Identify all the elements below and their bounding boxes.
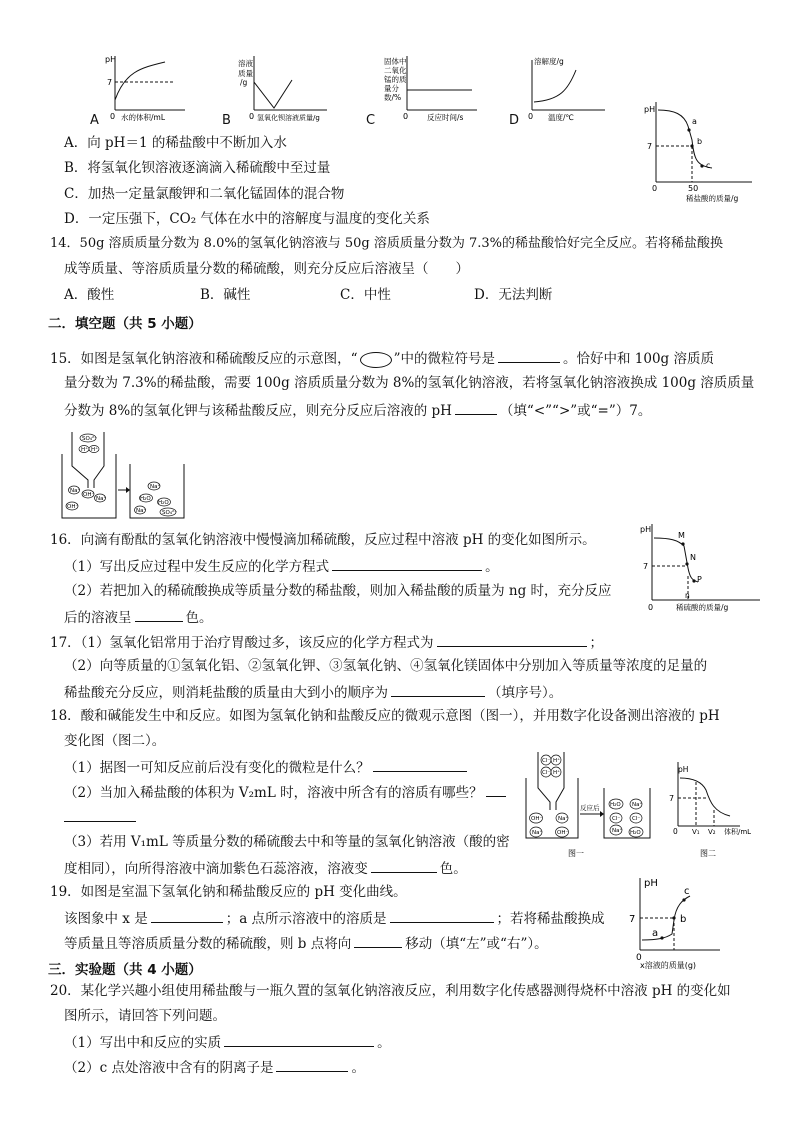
q18-blank-1[interactable] xyxy=(373,757,467,772)
svg-text:pH: pH xyxy=(640,525,652,534)
svg-text:pH: pH xyxy=(644,105,656,114)
q17-line2: （2）向等质量的①氢氧化铝、②氢氧化钾、③氢氧化钠、④氢氧化镁固体中分别加入等质量等浓度的足量的 xyxy=(64,658,708,674)
section-fill-blank: 二．填空题（共 5 小题） xyxy=(48,316,202,332)
q14-line2: 成等质量、等溶质质量分数的稀硫酸，则充分反应后溶液呈（ ） xyxy=(64,261,469,277)
svg-text:7: 7 xyxy=(629,914,636,925)
svg-text:pH: pH xyxy=(644,878,658,889)
svg-text:0: 0 xyxy=(652,184,658,193)
svg-text:SO₄²⁻: SO₄²⁻ xyxy=(162,510,178,516)
svg-text:7: 7 xyxy=(643,562,649,571)
q18-line3: （1）据图一可知反应前后没有变化的微粒是什么？ xyxy=(64,757,470,777)
svg-text:反应后: 反应后 xyxy=(580,804,600,812)
q16-blank-1[interactable] xyxy=(332,556,482,571)
q20-line1: 20．某化学兴趣小组使用稀盐酸与一瓶久置的氢氧化钠溶液反应，利用数字化传感器测得烧杯中溶液 pH 的变化如 xyxy=(50,983,731,999)
q18-line6: （3）若用 V₁mL 等质量分数的稀硫酸去中和等量的氢氧化钠溶液（酸的密 xyxy=(64,834,510,850)
q19-blank-3[interactable] xyxy=(354,933,402,948)
svg-text:Cl⁻: Cl⁻ xyxy=(542,770,551,776)
svg-text:0: 0 xyxy=(648,603,654,612)
svg-text:OH⁻: OH⁻ xyxy=(67,504,79,510)
svg-text:a: a xyxy=(692,117,697,126)
q13-option-a: A．向 pH＝1 的稀盐酸中不断加入水 xyxy=(64,135,287,151)
svg-text:H⁺: H⁺ xyxy=(553,758,561,764)
q19-ph-graph xyxy=(624,872,734,970)
q15-reaction-figure xyxy=(58,428,188,520)
svg-text:锰的质: 锰的质 xyxy=(384,75,407,84)
svg-text:图一: 图一 xyxy=(568,849,584,858)
graph-a xyxy=(85,52,200,127)
svg-text:OH⁻: OH⁻ xyxy=(83,492,95,498)
svg-text:稀硫酸的质量/g: 稀硫酸的质量/g xyxy=(676,603,729,612)
svg-text:N: N xyxy=(690,553,696,562)
q13-side-graph xyxy=(640,96,760,204)
svg-text:0: 0 xyxy=(110,112,116,121)
svg-text:OH⁻: OH⁻ xyxy=(531,816,543,822)
svg-text:pH: pH xyxy=(678,765,689,774)
graph-label-a: A xyxy=(90,113,99,128)
q16-line2: （1）写出反应过程中发生反应的化学方程式 。 xyxy=(64,556,499,576)
q15-line1: 15．如图是氢氧化钠溶液和稀硫酸反应的示意图，“ ”中的微粒符号是 。恰好中和 100g 溶质质 xyxy=(50,348,714,368)
q20-line2: 图所示，请回答下列问题。 xyxy=(64,1008,226,1024)
section-experiment: 三．实验题（共 4 小题） xyxy=(48,962,202,978)
q19-blank-2[interactable] xyxy=(390,908,494,923)
svg-text:H₂O: H₂O xyxy=(630,830,641,836)
svg-text:0: 0 xyxy=(249,112,255,121)
oval-icon xyxy=(360,352,392,368)
q18-blank-2-cont[interactable] xyxy=(64,808,136,822)
svg-text:c: c xyxy=(706,161,711,170)
svg-text:0: 0 xyxy=(636,953,642,963)
svg-text:Na⁺: Na⁺ xyxy=(558,816,569,822)
svg-text:二氧化: 二氧化 xyxy=(384,66,407,75)
q14-option-c: C．中性 xyxy=(340,287,391,303)
svg-text:SO₄²⁻: SO₄²⁻ xyxy=(82,436,98,442)
svg-text:量分: 量分 xyxy=(384,84,399,93)
q20-blank-1[interactable] xyxy=(224,1032,374,1047)
q15-blank-1[interactable] xyxy=(498,348,560,363)
svg-text:b: b xyxy=(680,914,687,925)
svg-text:H₂O: H₂O xyxy=(610,802,621,808)
svg-text:Cl⁻: Cl⁻ xyxy=(542,758,551,764)
graph-label-c: C xyxy=(366,113,376,128)
q20-blank-2[interactable] xyxy=(276,1057,348,1072)
svg-text:H⁺: H⁺ xyxy=(81,447,89,453)
q16-blank-2[interactable] xyxy=(135,607,183,622)
svg-text:Na⁺: Na⁺ xyxy=(70,488,81,494)
svg-text:/g: /g xyxy=(240,78,248,87)
q16-line4: 后的溶液呈 色。 xyxy=(64,607,213,627)
q19-line2: 该图象中 x 是 ；a 点所示溶液中的溶质是 ；若将稀盐酸换成 xyxy=(64,908,605,928)
q18-blank-2[interactable] xyxy=(486,782,506,797)
svg-text:0: 0 xyxy=(403,112,409,121)
graph-b-xlabel: 氢氧化钡溶液质量/g xyxy=(257,114,320,122)
svg-text:c: c xyxy=(684,886,690,897)
svg-text:x溶液的质量(g): x溶液的质量(g) xyxy=(640,961,697,970)
graph-a-ylabel: pH xyxy=(105,55,117,64)
q15-blank-2[interactable] xyxy=(455,400,497,415)
q17-line1: 17．（1）氢氧化铝常用于治疗胃酸过多，该反应的化学方程式为 ； xyxy=(50,632,603,652)
graph-a-xlabel: 水的体积/mL xyxy=(121,113,166,122)
q18-line1: 18．酸和碱能发生中和反应。如图为氢氧化钠和盐酸反应的微观示意图（图一），并用数字化设备测出溶液的 pH xyxy=(50,708,720,724)
q16-line3: （2）若把加入的稀硫酸换成等质量分数的稀盐酸，则加入稀盐酸的质量为 ng 时，充分反应 xyxy=(64,583,612,599)
svg-text:P: P xyxy=(697,575,702,584)
q14-option-a: A．酸性 xyxy=(64,287,115,303)
q13-option-c: C．加热一定量氯酸钾和二氧化锰固体的混合物 xyxy=(64,186,345,202)
graph-c-xlabel: 反应时间/s xyxy=(427,113,464,122)
svg-text:7: 7 xyxy=(669,794,675,803)
svg-text:Cl⁻: Cl⁻ xyxy=(632,816,641,822)
svg-text:H₂O: H₂O xyxy=(158,500,169,506)
q19-blank-1[interactable] xyxy=(151,908,223,923)
svg-text:V₂: V₂ xyxy=(708,828,716,836)
svg-text:Cl⁻: Cl⁻ xyxy=(612,816,621,822)
q14-line1: 14．50g 溶质质量分数为 8.0%的氢氧化钠溶液与 50g 溶质质量分数为 7.3%的稀盐酸恰好完全反应。若将稀盐酸换 xyxy=(50,236,723,251)
q19-line3: 等质量且等溶质质量分数的稀硫酸，则 b 点将向 移动（填“左”或“右”）。 xyxy=(64,933,548,953)
svg-text:7: 7 xyxy=(107,78,113,87)
svg-text:稀盐酸的质量/g: 稀盐酸的质量/g xyxy=(686,194,739,203)
q18-line7: 度相同），向所得溶液中滴加紫色石蕊溶液，溶液变 色。 xyxy=(64,858,467,878)
q20-line3: （1）写出中和反应的实质 。 xyxy=(64,1032,391,1052)
svg-text:Na⁺: Na⁺ xyxy=(612,828,623,834)
svg-text:Na⁺: Na⁺ xyxy=(150,484,161,490)
q18-figure-one xyxy=(520,748,654,860)
svg-text:体积/mL: 体积/mL xyxy=(724,828,752,836)
graph-label-d: D xyxy=(509,113,520,128)
svg-text:溶解度/g: 溶解度/g xyxy=(534,57,564,66)
graph-d xyxy=(520,52,620,127)
q14-option-b: B．碱性 xyxy=(200,287,251,303)
q17-blank-1[interactable] xyxy=(437,632,587,647)
q17-line3: 稀盐酸充分反应，则消耗盐酸的质量由大到小的顺序为 （填序号）。 xyxy=(64,682,562,702)
svg-text:固体中: 固体中 xyxy=(384,57,407,66)
svg-text:Na⁺: Na⁺ xyxy=(136,508,147,514)
svg-text:Na⁺: Na⁺ xyxy=(532,830,543,836)
svg-text:Na⁺: Na⁺ xyxy=(632,802,643,808)
svg-text:数/%: 数/% xyxy=(384,93,402,102)
graph-label-b: B xyxy=(222,113,231,128)
q16-ph-graph xyxy=(636,518,766,614)
q19-line1: 19．如图是室温下氢氧化钠和稀盐酸反应的 pH 变化曲线。 xyxy=(50,884,407,900)
svg-text:Na⁺: Na⁺ xyxy=(96,496,107,502)
svg-text:H⁺: H⁺ xyxy=(91,447,99,453)
q18-blank-3[interactable] xyxy=(371,858,437,873)
q16-line1: 16．向滴有酚酞的氢氧化钠溶液中慢慢滴加稀硫酸，反应过程中溶液 pH 的变化如图所示。 xyxy=(50,532,596,548)
q15-line3: 分数为 8%的氢氧化钾与该稀盐酸反应，则充分反应后溶液的 pH （填“<”“>”或“=”）7。 xyxy=(64,400,651,420)
svg-text:V₁: V₁ xyxy=(692,828,700,836)
svg-text:b: b xyxy=(697,137,703,146)
q18-line2: 变化图（图二）。 xyxy=(64,733,166,749)
svg-text:H₂O: H₂O xyxy=(140,496,151,502)
q15-line2: 量分数为 7.3%的稀盐酸，需要 100g 溶质质量分数为 8%的氢氧化钠溶液，若将氢氧化钠溶液换成 100g 溶质质量 xyxy=(64,375,755,391)
q13-option-d: D．一定压强下，CO₂ 气体在水中的溶解度与温度的变化关系 xyxy=(64,211,430,227)
graph-b xyxy=(232,52,332,127)
svg-text:M: M xyxy=(678,531,685,540)
svg-text:图二: 图二 xyxy=(700,849,716,858)
graph-c xyxy=(382,52,482,127)
graph-d-xlabel: 温度/℃ xyxy=(548,113,574,122)
q17-blank-2[interactable] xyxy=(391,682,485,697)
svg-text:溶液: 溶液 xyxy=(238,59,253,68)
q18-figure-two xyxy=(664,758,774,860)
svg-text:50: 50 xyxy=(688,184,699,193)
q18-line4: （2）当加入稀盐酸的体积为 V₂mL 时，溶液中所含有的溶质有哪些？ xyxy=(64,782,509,802)
svg-text:质量: 质量 xyxy=(238,69,253,78)
svg-text:OH⁻: OH⁻ xyxy=(557,830,569,836)
svg-text:7: 7 xyxy=(647,142,653,151)
q20-line4: （2）c 点处溶液中含有的阴离子是 。 xyxy=(64,1057,365,1077)
svg-text:0: 0 xyxy=(528,112,534,121)
svg-text:n: n xyxy=(685,591,690,600)
q14-option-d: D．无法判断 xyxy=(474,287,553,303)
svg-text:H⁺: H⁺ xyxy=(553,770,561,776)
svg-text:a: a xyxy=(652,928,659,939)
svg-text:0: 0 xyxy=(673,827,678,836)
q13-option-b: B．将氢氧化钡溶液逐滴滴入稀硫酸中至过量 xyxy=(64,160,331,176)
